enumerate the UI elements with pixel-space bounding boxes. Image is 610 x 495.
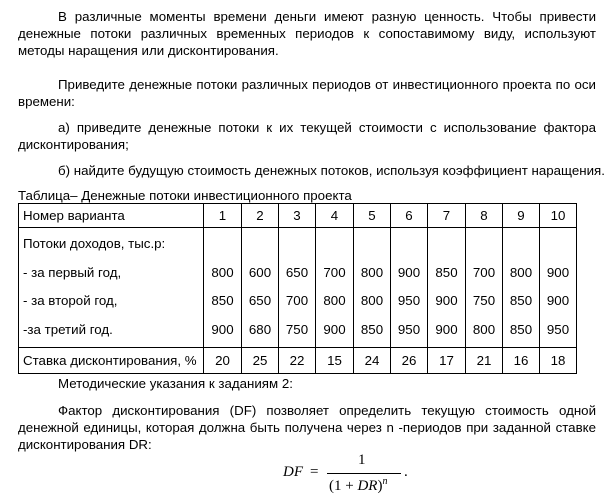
variant-cell: 9 xyxy=(503,204,540,228)
rate-cell: 24 xyxy=(354,348,391,374)
variant-cell: 8 xyxy=(466,204,503,228)
formula-denominator: (1 + DR)$^n$ xyxy=(329,476,388,494)
year2-value: 850 xyxy=(211,293,234,309)
year2-value: 900 xyxy=(546,293,570,309)
rate-cell: 16 xyxy=(503,348,540,374)
header-label: Номер варианта xyxy=(19,204,204,228)
variant-cell: 7 xyxy=(428,204,466,228)
year3-value: 800 xyxy=(472,321,496,337)
year1-value: 900 xyxy=(397,264,421,280)
year2-value: 900 xyxy=(435,293,458,309)
table-row-rate xyxy=(19,348,577,374)
year1-value: 800 xyxy=(509,264,533,280)
year2-value: 700 xyxy=(285,293,309,309)
year1-value: 650 xyxy=(285,264,309,280)
cash-flow-table xyxy=(18,203,577,374)
year1-value: 800 xyxy=(211,264,234,280)
year1-value: 900 xyxy=(546,264,570,280)
rate-cell: 21 xyxy=(466,348,503,374)
table-caption: Таблица– Денежные потоки инвестиционного проекта xyxy=(18,188,352,203)
year2-value: 800 xyxy=(323,293,346,309)
year3-label: -за третий год. xyxy=(23,321,113,337)
variant-cell: 5 xyxy=(354,204,391,228)
formula-numerator: 1 xyxy=(358,452,366,468)
year1-value: 800 xyxy=(360,264,384,280)
rate-cell: 17 xyxy=(428,348,466,374)
rate-cell: 18 xyxy=(540,348,577,374)
fraction-bar xyxy=(327,473,401,474)
task-item-b: б) найдите будущую стоимость денежных потоков, используя коэффициент наращения. xyxy=(58,163,605,178)
task-paragraph: Приведите денежные потоки различных периодов от инвестиционного проекта по оси времени: xyxy=(18,77,596,109)
variant-cell: 6 xyxy=(391,204,428,228)
variant-cell: 2 xyxy=(242,204,279,228)
guidelines-heading: Методические указания к заданиям 2: xyxy=(58,376,293,391)
year3-value: 680 xyxy=(248,321,272,337)
year3-value: 900 xyxy=(435,321,458,337)
intro-paragraph: В различные моменты времени деньги имеют разную ценность. Чтобы привести денежные потоки различных временных периодов к сопоставимому виду, используют методы наращения или дисконтирования. xyxy=(18,9,596,58)
year3-value: 900 xyxy=(323,321,346,337)
table-header-row xyxy=(19,204,577,228)
income-label: Потоки доходов, тыс.р: xyxy=(23,236,166,251)
formula-lhs: DF xyxy=(283,464,303,480)
rate-cell: 26 xyxy=(391,348,428,374)
year3-value: 850 xyxy=(509,321,533,337)
year3-value: 750 xyxy=(285,321,309,337)
year1-value: 600 xyxy=(248,264,272,280)
rate-cell: 22 xyxy=(279,348,316,374)
variant-cell: 3 xyxy=(279,204,316,228)
year2-label: - за второй год, xyxy=(23,293,118,309)
year1-value: 850 xyxy=(435,264,458,280)
year3-value: 950 xyxy=(546,321,570,337)
variant-cell: 1 xyxy=(204,204,242,228)
task-item-a: а) приведите денежные потоки к их текущей стоимости с использование фактора дисконтирования; xyxy=(18,120,596,152)
variant-cell: 10 xyxy=(540,204,577,228)
variant-cell: 4 xyxy=(316,204,354,228)
year2-value: 800 xyxy=(360,293,384,309)
rate-cell: 25 xyxy=(242,348,279,374)
formula-exponent: n xyxy=(382,476,388,487)
year3-value: 900 xyxy=(211,321,234,337)
table-row-income xyxy=(19,228,577,348)
rate-cell: 20 xyxy=(204,348,242,374)
year1-label: - за первый год, xyxy=(23,264,122,280)
rate-label: Ставка дисконтирования, % xyxy=(19,348,204,374)
formula-period: . xyxy=(404,464,408,480)
year3-value: 850 xyxy=(360,321,384,337)
year2-value: 650 xyxy=(248,293,272,309)
formula-equals: = xyxy=(310,464,319,480)
year2-value: 950 xyxy=(397,293,421,309)
year1-value: 700 xyxy=(472,264,496,280)
df-paragraph: Фактор дисконтирования (DF) позволяет определить текущую стоимость одной денежной единицы, которая должна быть получена через n -периодов при заданной ставке дисконтирования DR: xyxy=(18,403,596,452)
year2-value: 750 xyxy=(472,293,496,309)
rate-cell: 15 xyxy=(316,348,354,374)
year3-value: 950 xyxy=(397,321,421,337)
year2-value: 850 xyxy=(509,293,533,309)
year1-value: 700 xyxy=(323,264,346,280)
